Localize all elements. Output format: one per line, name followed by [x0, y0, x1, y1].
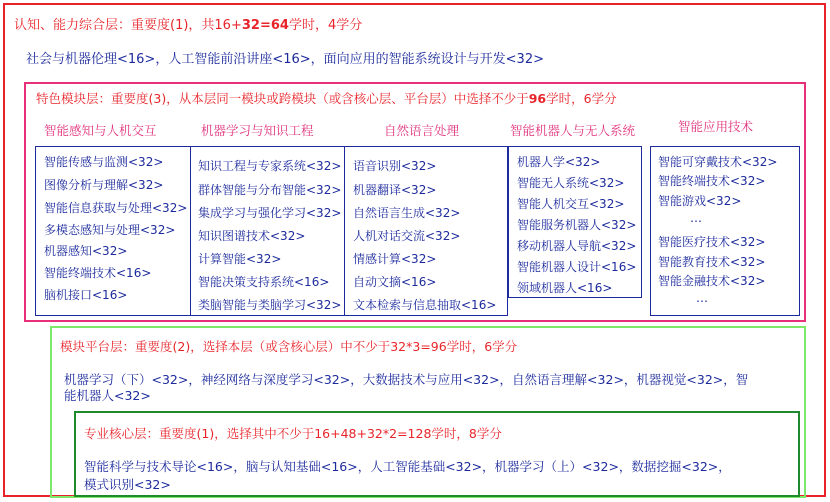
core-layer-title: 专业核心层：重要度(1)，选择其中不少于16+48+32*2=128学时，8学分 — [84, 426, 502, 441]
platform-layer-courses-line1: 机器学习（下）<32>，神经网络与深度学习<32>，大数据技术与应用<32>，自然语言理解<32>，机器视觉<32>，智 — [64, 372, 749, 387]
course-item: 知识图谱技术<32> — [198, 229, 306, 243]
course-item: 智能游戏<32> — [658, 194, 742, 208]
course-item: 智能可穿戴技术<32> — [658, 155, 778, 169]
ellipsis: … — [696, 291, 708, 305]
module-title-nlp: 自然语言处理 — [384, 123, 460, 138]
course-item: 自动文摘<16> — [353, 275, 437, 289]
ellipsis: … — [690, 211, 702, 225]
module-title-robotics: 智能机器人与无人系统 — [510, 123, 636, 138]
module-machine-learning-list — [190, 146, 346, 316]
module-robotics-list — [508, 146, 642, 298]
cognitive-layer-title-text: 认知、能力综合层：重要度(1)，共16+ — [14, 18, 242, 33]
course-item: 文本检索与信息抽取<16> — [353, 298, 497, 312]
course-item: 移动机器人导航<32> — [517, 239, 637, 253]
course-item: 语音识别<32> — [353, 159, 437, 173]
course-item: 群体智能与分布智能<32> — [198, 183, 342, 197]
course-item: 智能教育技术<32> — [658, 255, 766, 269]
course-item: 智能机器人设计<16> — [517, 260, 637, 274]
course-item: 智能金融技术<32> — [658, 274, 766, 288]
platform-layer-courses-line2: 能机器人<32> — [64, 388, 151, 403]
course-item: 智能终端技术<32> — [658, 174, 766, 188]
course-item: 智能人机交互<32> — [517, 197, 625, 211]
module-perception-list — [35, 146, 191, 316]
course-item: 智能医疗技术<32> — [658, 235, 766, 249]
course-item: 脑机接口<16> — [44, 288, 128, 302]
module-title-applications: 智能应用技术 — [678, 119, 754, 134]
course-item: 集成学习与强化学习<32> — [198, 206, 342, 220]
module-title-machine-learning: 机器学习与知识工程 — [201, 123, 314, 138]
course-item: 情感计算<32> — [353, 252, 437, 266]
course-item: 机器翻译<32> — [353, 183, 437, 197]
course-item: 计算智能<32> — [198, 252, 282, 266]
feature-layer-title-hours: 96 — [528, 91, 547, 106]
feature-layer-title-text: 特色模块层：重要度(3)，从本层同一模块或跨模块（或含核心层、平台层）中选择不少于 — [36, 91, 529, 106]
module-nlp-list — [344, 146, 508, 316]
core-layer-courses-line1: 智能科学与技术导论<16>，脑与认知基础<16>，人工智能基础<32>，机器学习（上）<32>，数据挖掘<32>， — [84, 459, 731, 474]
core-layer-courses-line2: 模式识别<32> — [84, 477, 171, 492]
feature-layer-title-end: 学时，6学分 — [546, 91, 617, 106]
cognitive-layer-title — [14, 14, 362, 33]
module-title-perception: 智能感知与人机交互 — [44, 123, 157, 138]
course-item: 智能传感与监测<32> — [44, 155, 164, 169]
platform-layer-title: 模块平台层：重要度(2)，选择本层（或含核心层）中不少于32*3=96学时，6学分 — [60, 339, 518, 354]
course-item: 类脑智能与类脑学习<32> — [198, 298, 342, 312]
cognitive-layer-title-hours: 32=64 — [241, 18, 289, 33]
course-item: 知识工程与专家系统<32> — [198, 159, 342, 173]
module-applications-list — [650, 146, 800, 316]
course-item: 自然语言生成<32> — [353, 206, 461, 220]
cognitive-layer-courses: 社会与机器伦理<16>，人工智能前沿讲座<16>，面向应用的智能系统设计与开发<32> — [26, 52, 544, 67]
course-item: 机器感知<32> — [44, 244, 128, 258]
course-item: 多模态感知与处理<32> — [44, 223, 176, 237]
course-item: 人机对话交流<32> — [353, 229, 461, 243]
cognitive-layer-title-end: 学时，4学分 — [288, 18, 363, 33]
course-item: 智能无人系统<32> — [517, 176, 625, 190]
feature-layer-title — [36, 89, 617, 107]
course-item: 机器人学<32> — [517, 155, 601, 169]
course-item: 智能服务机器人<32> — [517, 218, 637, 232]
course-item: 智能终端技术<16> — [44, 266, 152, 280]
course-item: 智能信息获取与处理<32> — [44, 201, 188, 215]
course-item: 图像分析与理解<32> — [44, 178, 164, 192]
course-item: 智能决策支持系统<16> — [198, 275, 330, 289]
course-item: 领域机器人<16> — [517, 281, 613, 295]
